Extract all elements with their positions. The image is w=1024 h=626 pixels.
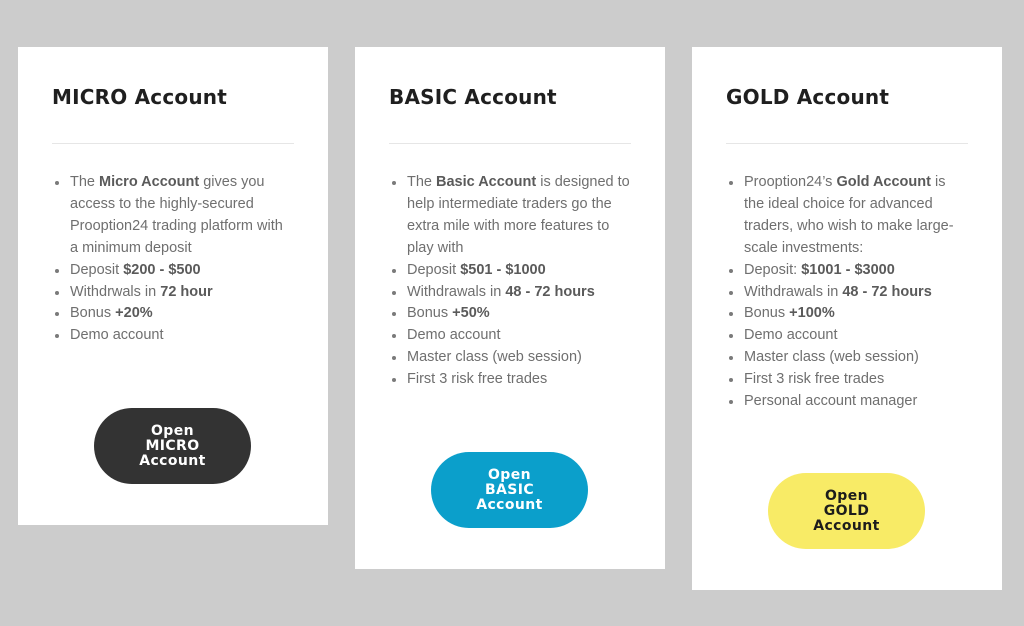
button-label-line: Open: [151, 422, 194, 439]
button-label-line: Open: [825, 487, 868, 504]
feature-item: [389, 325, 631, 347]
feature-item: [389, 347, 631, 369]
feature-item: [52, 172, 294, 260]
button-label-line: BASIC: [484, 481, 535, 498]
feature-text: The: [70, 174, 100, 190]
feature-text: Deposit: [70, 261, 124, 278]
divider: [726, 143, 968, 144]
feature-text: The: [407, 174, 437, 190]
micro-account-card: [18, 47, 328, 525]
feature-text: Master class (web session): [744, 349, 919, 366]
feature-item: [726, 260, 968, 282]
feature-item: [389, 282, 631, 304]
open-gold-account-button[interactable]: [768, 473, 925, 549]
feature-text: First 3 risk free trades: [744, 371, 885, 388]
feature-text: Personal account manager: [744, 393, 918, 410]
feature-highlight: +100%: [789, 305, 835, 322]
feature-text: Withdrawals in: [407, 283, 506, 300]
open-basic-account-button[interactable]: [431, 452, 588, 528]
feature-text: Deposit: [407, 261, 461, 278]
feature-text: Demo account: [70, 327, 164, 344]
divider: [389, 143, 631, 144]
feature-list: [52, 172, 294, 347]
feature-item: [726, 391, 968, 413]
button-label-line: MICRO: [145, 437, 200, 454]
feature-list: [389, 172, 631, 391]
feature-text: is designed to help intermediate traders go the extra mile with more features to play with: [407, 174, 630, 256]
feature-item: [52, 282, 294, 304]
feature-text: Bonus: [744, 305, 790, 322]
feature-text: is the ideal choice for advanced traders, who wish to make large-scale investments:: [744, 174, 954, 256]
divider: [52, 143, 294, 144]
feature-item: [726, 172, 968, 260]
button-label-line: Open: [488, 466, 531, 483]
feature-item: [389, 303, 631, 325]
feature-item: [726, 282, 968, 304]
basic-account-card: [355, 47, 665, 569]
feature-item: [52, 260, 294, 282]
card-title: BASIC Account: [389, 85, 557, 109]
feature-item: [52, 325, 294, 347]
feature-highlight: $200 - $500: [123, 261, 201, 278]
open-micro-account-button[interactable]: [94, 408, 251, 484]
button-label-line: Account: [139, 452, 206, 469]
button-label-line: Account: [813, 517, 880, 534]
feature-highlight: Basic Account: [436, 174, 537, 190]
feature-text: Deposit:: [744, 261, 802, 278]
feature-highlight: 48 - 72 hours: [842, 283, 932, 300]
feature-text: Bonus: [407, 305, 453, 322]
card-title: MICRO Account: [52, 85, 227, 109]
feature-text: First 3 risk free trades: [407, 371, 548, 388]
feature-highlight: +50%: [452, 305, 490, 322]
feature-item: [726, 325, 968, 347]
feature-item: [389, 172, 631, 260]
feature-item: [726, 303, 968, 325]
feature-highlight: 48 - 72 hours: [505, 283, 595, 300]
gold-account-card: [692, 47, 1002, 590]
feature-text: Withdrawals in: [744, 283, 843, 300]
feature-highlight: Gold Account: [836, 174, 931, 190]
feature-text: Demo account: [407, 327, 501, 344]
feature-item: [389, 369, 631, 391]
card-title: GOLD Account: [726, 85, 890, 109]
feature-item: [389, 260, 631, 282]
feature-text: Withdrwals in: [70, 283, 161, 300]
feature-highlight: $1001 - $3000: [801, 261, 895, 278]
feature-text: Master class (web session): [407, 349, 582, 366]
feature-text: Demo account: [744, 327, 838, 344]
feature-item: [726, 347, 968, 369]
button-label-line: Account: [476, 496, 543, 513]
feature-text: Prooption24’s: [744, 174, 837, 190]
feature-list: [726, 172, 968, 413]
feature-item: [726, 369, 968, 391]
feature-highlight: Micro Account: [99, 174, 200, 190]
feature-item: [52, 303, 294, 325]
feature-highlight: 72 hour: [160, 283, 213, 300]
feature-text: Bonus: [70, 305, 116, 322]
feature-highlight: +20%: [115, 305, 153, 322]
feature-text: gives you access to the highly-secured Prooption24 trading platform with a minimum deposit: [70, 174, 283, 256]
button-label-line: GOLD: [823, 502, 870, 519]
feature-highlight: $501 - $1000: [460, 261, 546, 278]
